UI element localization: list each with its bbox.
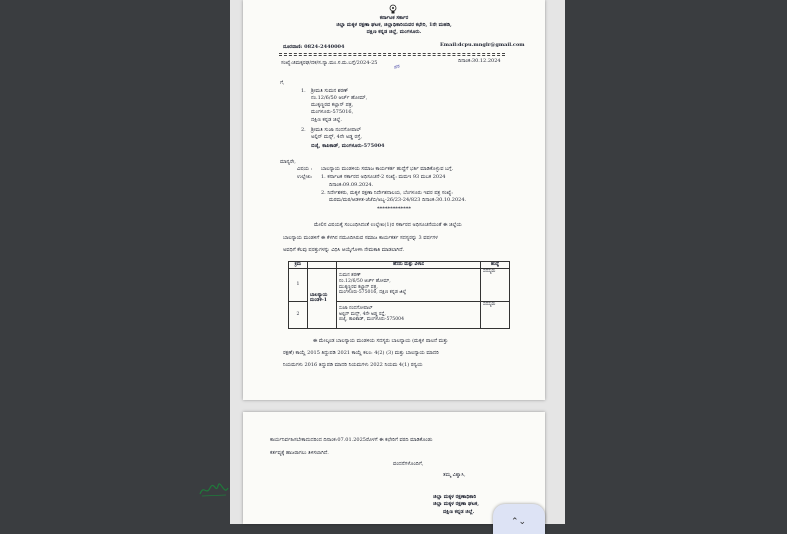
signatory-line: ದಕ್ಷಿಣ ಕನ್ನಡ ಜಿಲ್ಲೆ. — [443, 509, 475, 515]
table-header-row — [289, 262, 510, 269]
member-post: ಸದಸ್ಯರು — [481, 268, 510, 301]
page2-line: ಕಾರ್ಯನಿರ್ವಹಿಸಬೇಕಾದುದರಿಂದ ದಿನಾಂಕ:07.01.2025ರೊಳಗೆ ಈ ಕಛೇರಿಗೆ ವರದಿ ಮಾಡಿಕೊಂಡು — [270, 437, 433, 443]
reference-item: ದಿನಾಂಕ:09.09.2024. — [329, 182, 374, 188]
subject-label: ವಿಷಯ : — [297, 166, 313, 172]
recipient-2-line: ಶ್ರೀಮತಿ ಸುಜಾ ನಂದಗೋಪಾಲ್ — [311, 127, 361, 133]
address-line: ಸುಜಾ ನಂದಗೋಪಾಲ್ — [339, 306, 373, 312]
member-address — [337, 301, 481, 328]
expand-icon: ⌃⌄ — [511, 517, 527, 527]
closing-line: ನಿಯಮಗಳು 2016 ತಿದ್ದುಪಡಿ ಮಾದರಿ ನಿಯಮಗಳು 2022 ನಿಯಮ 4(1) ರನ್ವಯ — [283, 362, 423, 368]
table-row — [289, 268, 510, 301]
row-number: 1 — [289, 268, 308, 301]
table-header: ಕ್ರಮ — [289, 262, 308, 269]
closing-line: ರಕ್ಷಣೆ) ಕಾಯ್ದೆ 2015 ತಿದ್ದುಪಡಿ 2021 ಕಾಯ್ದೆ ಕಲಂ: 4(2) (3) ಮತ್ತು ಬಾಲನ್ಯಾಯ ಮಾದರಿ — [283, 350, 439, 356]
thanks-text: ವಂದನೆಗಳೊಂದಿಗೆ, — [393, 461, 424, 467]
subject-text: ಬಾಲನ್ಯಾಯ ಮಂಡಳಿಯ ಸಮಾಜ ಕಾರ್ಯಕರ್ತ ಹುದ್ದೆಗೆ ಭರ್ತಿ ಮಾಡಿಕೊಳ್ಳುವ ಬಗ್ಗೆ. — [321, 166, 454, 172]
reference-number: ಸಂಖ್ಯೆ:ಜಿಮಕ್ಕರಘ/ದಕ/ಸ.ನ್ಯಾ.ಮಂ.ಸ.ಮ.ಬಗ್ಗೆ/2024-25 — [281, 60, 378, 66]
table-header: ಹುದ್ದೆ — [481, 262, 510, 269]
handwritten-stamp: ಪಠ — [393, 63, 401, 71]
address-line: ಮುಕ್ಕಣ್ಣರವ ಕಲ್ಲಾನ್ ಪತ್ರ, — [339, 284, 378, 290]
address-line: ಮಂಗಳೂರು-575016, ದಕ್ಷಿಣ ಕನ್ನಡ ಜಿಲ್ಲೆ — [339, 290, 407, 296]
viewer-expand-button[interactable] — [493, 504, 545, 534]
reference-item: ಮರಮ/ಮಠ/ಆಡಳಿತ-ಜೆಜೆಬಿ/ಅಬ್ಯ-26/23-24/823 ದಿನಾಂಕ:30.10.2024. — [329, 197, 467, 203]
board-name: ಬಾಲನ್ಯಾಯ ಮಂಡಳಿ-1 — [308, 268, 337, 328]
address-line: ಬಿಜೈ, ಕಾಪಿಕಾಡ್, ಮಂಗಳೂರು-575004 — [339, 317, 405, 323]
recipient-1-line: ಮುಕ್ಕಣ್ಣರವ ಕಲ್ಲಾನ್ ಪತ್ರ, — [311, 102, 354, 108]
body-line: ಮೇಲಿನ ವಿಷಯಕ್ಕೆ ಸಂಬಂಧಿಸಿದಂತೆ ಉಲ್ಲೇಖ(1)ರ ಸರ್ಕಾರದ ಅಧಿಸೂಚನೆಯಂತೆ ಈ ಜಿಲ್ಲೆಯ — [314, 222, 462, 228]
recipient-1-line: ನಂ.12/6/50 ಆರ್ಚ್ ಹೋಮ್, — [311, 95, 368, 101]
address-line: ನಂ.12/6/50 ಆರ್ಚ್ ಹೋಮ್, — [339, 279, 391, 284]
body-line: ಬಾಲನ್ಯಾಯ ಮಂಡಳಿಗೆ ಈ ಕೆಳಗಿನ ನಮೂದಿಸಿರುವ ಸಮಾಜ ಕಾರ್ಯಕರ್ತ ಸದಸ್ಯರನ್ನು 3 ವರ್ಷಗಳ — [283, 235, 438, 241]
signatory-line: ಜಿಲ್ಲಾ ಮಕ್ಕಳ ರಕ್ಷಣಾಧಿಕಾರಿ — [433, 494, 477, 500]
document-page-1 — [243, 0, 545, 400]
recipient-1-line: ದಕ್ಷಿಣ ಕನ್ನಡ ಜಿಲ್ಲೆ. — [311, 117, 342, 123]
references-label: ಉಲ್ಲೇಖ: — [297, 174, 313, 180]
recipient-2-line: ಬಿಜೈ, ಕಾಪಿಕಾಡ್, ಮಂಗಳೂರು-575004 — [311, 143, 385, 149]
yours-text: ತಮ್ಮ ವಿಶ್ವಾಸಿ, — [443, 472, 466, 478]
reference-item: 1. ಕರ್ನಾಟಕ ಸರ್ಕಾರದ ಅಧಿಸೂಚನೆ-2 ಸಂಖ್ಯೆ: ಮಮಇ 93 ಮಬಕ 2024 — [321, 174, 446, 180]
body-line: ಅವಧಿಗೆ ಕೆಲವು ಷರತ್ತುಗಳನ್ನು ವಿಧಿಸಿ ಆಯ್ಕೆಗೊಳಿಸಿ ನೇಮಕಾತಿ ಮಾಡಲಾಗಿದೆ. — [283, 247, 405, 253]
reference-item: 2. ನಿರ್ದೇಶಕರು, ಮಕ್ಕಳ ರಕ್ಷಣಾ ನಿರ್ದೇಶನಾಲಯ, ಬೆಂಗಳೂರು ಇವರ ಪತ್ರ ಸಂಖ್ಯೆ: — [321, 190, 453, 196]
page2-line: ಕರ್ತವ್ಯಕ್ಕೆ ಹಾಜರಾಗಲು ತಿಳಿಸಲಾಗಿದೆ. — [270, 450, 329, 456]
header-phone: ದೂರವಾಣಿ: 0824-2440004 — [283, 44, 345, 50]
header-district: ದಕ್ಷಿಣ ಕನ್ನಡ ಜಿಲ್ಲೆ, ಮಂಗಳೂರು. — [366, 29, 422, 35]
header-divider-2 — [279, 55, 505, 56]
signature-mark — [198, 482, 230, 498]
address-line: ಅಲ್ಪಿನ್ ಮನ್ಸ್, 4ನೇ ಅಡ್ಡ ರಸ್ತೆ, — [339, 311, 386, 317]
recipient-1-no: 1. — [301, 88, 306, 94]
recipient-2-no: 2. — [301, 127, 306, 133]
address-line: ಸುಮನ ಶರಣ್ — [339, 273, 361, 279]
to-label: ಗೆ, — [280, 80, 285, 86]
recipient-1-line: ಮಂಗಳೂರು-575016, — [311, 109, 354, 115]
salutation: ಮಾನ್ಯರೇ, — [280, 159, 296, 165]
recipient-2-line: ಅಲ್ಪಿನ್ ಮನ್ಸ್, 4ನೇ ಅಡ್ಡ ರಸ್ತೆ, — [311, 134, 363, 140]
member-address — [337, 268, 481, 301]
table-header — [308, 262, 337, 269]
signatory-line: ಜಿಲ್ಲಾ ಮಕ್ಕಳ ರಕ್ಷಣಾ ಘಟಕ, — [433, 501, 479, 507]
member-post: ಸದಸ್ಯರು — [481, 301, 510, 328]
header-divider — [279, 53, 505, 54]
row-number: 2 — [289, 301, 308, 328]
appointment-table — [288, 261, 510, 329]
closing-line: ಈ ಮೇಲ್ಕಂಡ ಬಾಲನ್ಯಾಯ ಮಂಡಳಿಯ ಸದಸ್ಯರು ಬಾಲನ್ಯಾಯ (ಮಕ್ಕಳ ಪಾಲನೆ ಮತ್ತು — [313, 338, 449, 344]
state-emblem-icon — [388, 4, 398, 14]
header-email: Email:dcpu.mnglr@gmail.com — [440, 42, 525, 48]
header-govt: ಕರ್ನಾಟಕ ಸರ್ಕಾರ — [379, 15, 409, 21]
letter-date: ದಿನಾಂಕ:30.12.2024 — [458, 58, 501, 64]
header-office: ಜಿಲ್ಲಾ ಮಕ್ಕಳ ರಕ್ಷಣಾ ಘಟಕ, ಜಿಲ್ಲಾಧಿಕಾರಿಯವರ ಕಛೇರಿ, 1ನೇ ಮಹಡಿ, — [336, 22, 452, 28]
recipient-1-line: ಶ್ರೀಮತಿ ಸುಮನ ಶರಣ್ — [311, 88, 349, 94]
separator-stars: ************* — [377, 206, 411, 212]
table-header: ಹೆಸರು ಮತ್ತು ವಿಳಾಸ — [337, 262, 481, 269]
